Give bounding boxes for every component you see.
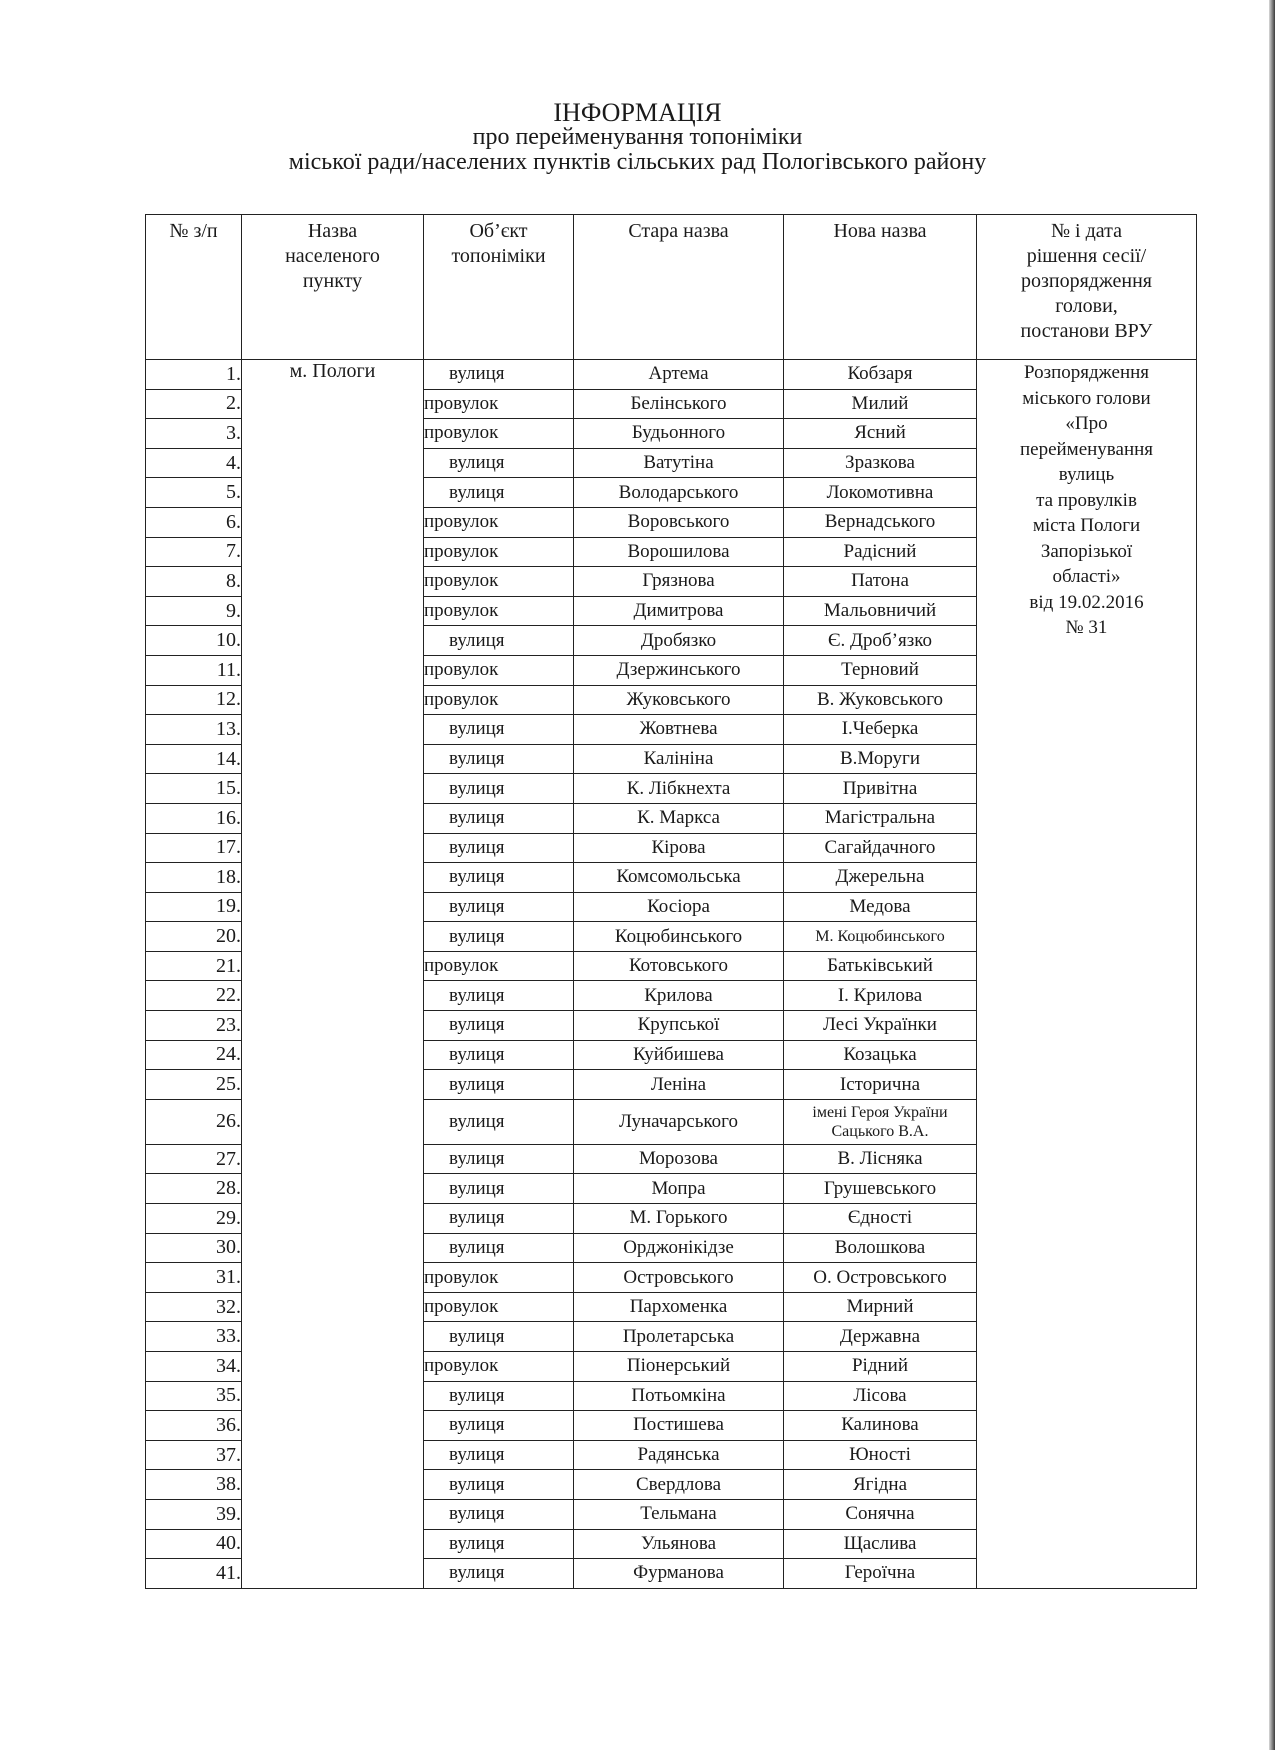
old-name: Пролетарська bbox=[574, 1322, 784, 1352]
object-type: вулиця bbox=[424, 478, 574, 508]
old-name: Грязнова bbox=[574, 567, 784, 597]
object-type: провулок bbox=[424, 389, 574, 419]
row-number: 41. bbox=[146, 1559, 242, 1589]
object-type: провулок bbox=[424, 507, 574, 537]
object-type: вулиця bbox=[424, 774, 574, 804]
old-name: Орджонікідзе bbox=[574, 1233, 784, 1263]
new-name: Сонячна bbox=[784, 1499, 977, 1529]
old-name: Комсомольська bbox=[574, 863, 784, 893]
object-type: вулиця bbox=[424, 1411, 574, 1441]
new-name: Волошкова bbox=[784, 1233, 977, 1263]
old-name: Котовського bbox=[574, 951, 784, 981]
table-body bbox=[146, 360, 1197, 1589]
old-name: Крупської bbox=[574, 1011, 784, 1041]
old-name: Постишева bbox=[574, 1411, 784, 1441]
row-number: 28. bbox=[146, 1174, 242, 1204]
new-name: В.Моруги bbox=[784, 744, 977, 774]
object-type: вулиця bbox=[424, 803, 574, 833]
old-name: Пархоменка bbox=[574, 1292, 784, 1322]
new-name: Мирний bbox=[784, 1292, 977, 1322]
scan-edge bbox=[1269, 0, 1275, 1750]
object-type: провулок bbox=[424, 537, 574, 567]
old-name: Воровського bbox=[574, 507, 784, 537]
new-name: імені Героя України Сацького В.А. bbox=[784, 1099, 977, 1144]
new-name: В. Жуковського bbox=[784, 685, 977, 715]
document-title: ІНФОРМАЦІЯ bbox=[553, 98, 722, 127]
old-name: Крилова bbox=[574, 981, 784, 1011]
header-object: Об’єкт топоніміки bbox=[424, 215, 574, 360]
header-old-name: Стара назва bbox=[574, 215, 784, 360]
new-name: Патона bbox=[784, 567, 977, 597]
new-name: О. Островського bbox=[784, 1263, 977, 1293]
old-name: Ватутіна bbox=[574, 448, 784, 478]
new-name: Ягідна bbox=[784, 1470, 977, 1500]
row-number: 36. bbox=[146, 1411, 242, 1441]
row-number: 13. bbox=[146, 715, 242, 745]
old-name: Фурманова bbox=[574, 1559, 784, 1589]
row-number: 9. bbox=[146, 596, 242, 626]
object-type: вулиця bbox=[424, 626, 574, 656]
new-name: Єдності bbox=[784, 1204, 977, 1234]
new-name: Державна bbox=[784, 1322, 977, 1352]
object-type: вулиця bbox=[424, 1529, 574, 1559]
new-name: Щаслива bbox=[784, 1529, 977, 1559]
row-number: 32. bbox=[146, 1292, 242, 1322]
new-name: Привітна bbox=[784, 774, 977, 804]
row-number: 31. bbox=[146, 1263, 242, 1293]
object-type: вулиця bbox=[424, 833, 574, 863]
object-type: вулиця bbox=[424, 744, 574, 774]
new-name: Кобзаря bbox=[784, 360, 977, 390]
object-type: провулок bbox=[424, 419, 574, 449]
object-type: вулиця bbox=[424, 1070, 574, 1100]
row-number: 24. bbox=[146, 1040, 242, 1070]
old-name: Артема bbox=[574, 360, 784, 390]
document-subtitle-line-2: міської ради/населених пунктів сільських рад Пологівського району bbox=[288, 149, 987, 175]
new-name: І.Чеберка bbox=[784, 715, 977, 745]
title-block bbox=[0, 100, 1275, 175]
settlement-name: м. Пологи bbox=[242, 360, 424, 1589]
table-header-row bbox=[146, 215, 1197, 360]
new-name: М. Коцюбинського bbox=[784, 922, 977, 952]
old-name: Свердлова bbox=[574, 1470, 784, 1500]
new-name: Лесі Українки bbox=[784, 1011, 977, 1041]
old-name: Калініна bbox=[574, 744, 784, 774]
row-number: 7. bbox=[146, 537, 242, 567]
old-name: М. Горького bbox=[574, 1204, 784, 1234]
object-type: вулиця bbox=[424, 1470, 574, 1500]
object-type: вулиця bbox=[424, 360, 574, 390]
object-type: провулок bbox=[424, 596, 574, 626]
old-name: Косіора bbox=[574, 892, 784, 922]
row-number: 14. bbox=[146, 744, 242, 774]
old-name: Тельмана bbox=[574, 1499, 784, 1529]
old-name: Володарського bbox=[574, 478, 784, 508]
old-name: Радянська bbox=[574, 1440, 784, 1470]
old-name: Леніна bbox=[574, 1070, 784, 1100]
old-name: Морозова bbox=[574, 1144, 784, 1174]
decision-text: Розпорядження міського голови «Про перейменування вулиць та провулків міста Пологи Запорізької області» від 19.02.2016 № 31 bbox=[977, 360, 1197, 1589]
object-type: вулиця bbox=[424, 715, 574, 745]
row-number: 20. bbox=[146, 922, 242, 952]
object-type: вулиця bbox=[424, 1011, 574, 1041]
row-number: 4. bbox=[146, 448, 242, 478]
table-row bbox=[146, 360, 1197, 390]
row-number: 26. bbox=[146, 1099, 242, 1144]
old-name: К. Маркса bbox=[574, 803, 784, 833]
object-type: вулиця bbox=[424, 1499, 574, 1529]
object-type: вулиця bbox=[424, 1440, 574, 1470]
object-type: вулиця bbox=[424, 1144, 574, 1174]
new-name: Рідний bbox=[784, 1352, 977, 1382]
row-number: 35. bbox=[146, 1381, 242, 1411]
new-name: Батьківський bbox=[784, 951, 977, 981]
row-number: 17. bbox=[146, 833, 242, 863]
row-number: 15. bbox=[146, 774, 242, 804]
row-number: 5. bbox=[146, 478, 242, 508]
header-new-name: Нова назва bbox=[784, 215, 977, 360]
object-type: вулиця bbox=[424, 1559, 574, 1589]
object-type: вулиця bbox=[424, 1204, 574, 1234]
old-name: К. Лібкнехта bbox=[574, 774, 784, 804]
old-name: Мопра bbox=[574, 1174, 784, 1204]
object-type: провулок bbox=[424, 951, 574, 981]
row-number: 34. bbox=[146, 1352, 242, 1382]
object-type: провулок bbox=[424, 655, 574, 685]
new-name: Козацька bbox=[784, 1040, 977, 1070]
new-name: Вернадського bbox=[784, 507, 977, 537]
new-name: Милий bbox=[784, 389, 977, 419]
object-type: провулок bbox=[424, 685, 574, 715]
toponym-table bbox=[145, 214, 1197, 1589]
row-number: 10. bbox=[146, 626, 242, 656]
new-name: Терновий bbox=[784, 655, 977, 685]
old-name: Жуковського bbox=[574, 685, 784, 715]
old-name: Коцюбинського bbox=[574, 922, 784, 952]
object-type: вулиця bbox=[424, 863, 574, 893]
old-name: Дзержинського bbox=[574, 655, 784, 685]
old-name: Жовтнева bbox=[574, 715, 784, 745]
object-type: провулок bbox=[424, 1292, 574, 1322]
new-name: Локомотивна bbox=[784, 478, 977, 508]
object-type: вулиця bbox=[424, 1174, 574, 1204]
header-number: № з/п bbox=[146, 215, 242, 360]
old-name: Потьомкіна bbox=[574, 1381, 784, 1411]
object-type: вулиця bbox=[424, 448, 574, 478]
row-number: 29. bbox=[146, 1204, 242, 1234]
object-type: провулок bbox=[424, 567, 574, 597]
row-number: 38. bbox=[146, 1470, 242, 1500]
row-number: 25. bbox=[146, 1070, 242, 1100]
header-settlement: Назва населеного пункту bbox=[242, 215, 424, 360]
row-number: 40. bbox=[146, 1529, 242, 1559]
row-number: 33. bbox=[146, 1322, 242, 1352]
row-number: 27. bbox=[146, 1144, 242, 1174]
new-name: Лісова bbox=[784, 1381, 977, 1411]
object-type: провулок bbox=[424, 1352, 574, 1382]
new-name: Магістральна bbox=[784, 803, 977, 833]
row-number: 3. bbox=[146, 419, 242, 449]
row-number: 21. bbox=[146, 951, 242, 981]
new-name: Радісний bbox=[784, 537, 977, 567]
row-number: 12. bbox=[146, 685, 242, 715]
new-name: Медова bbox=[784, 892, 977, 922]
old-name: Дробязко bbox=[574, 626, 784, 656]
old-name: Піонерський bbox=[574, 1352, 784, 1382]
new-name: Юності bbox=[784, 1440, 977, 1470]
old-name: Ворошилова bbox=[574, 537, 784, 567]
row-number: 6. bbox=[146, 507, 242, 537]
row-number: 1. bbox=[146, 360, 242, 390]
object-type: вулиця bbox=[424, 981, 574, 1011]
new-name: Героїчна bbox=[784, 1559, 977, 1589]
object-type: провулок bbox=[424, 1263, 574, 1293]
new-name: Грушевського bbox=[784, 1174, 977, 1204]
row-number: 2. bbox=[146, 389, 242, 419]
old-name: Димитрова bbox=[574, 596, 784, 626]
row-number: 18. bbox=[146, 863, 242, 893]
old-name: Островського bbox=[574, 1263, 784, 1293]
new-name: Мальовничий bbox=[784, 596, 977, 626]
old-name: Кірова bbox=[574, 833, 784, 863]
old-name: Луначарського bbox=[574, 1099, 784, 1144]
header-decision: № і дата рішення сесії/ розпорядження голови, постанови ВРУ bbox=[977, 215, 1197, 360]
new-name: Сагайдачного bbox=[784, 833, 977, 863]
object-type: вулиця bbox=[424, 1040, 574, 1070]
new-name: Калинова bbox=[784, 1411, 977, 1441]
object-type: вулиця bbox=[424, 1233, 574, 1263]
new-name: В. Лісняка bbox=[784, 1144, 977, 1174]
row-number: 11. bbox=[146, 655, 242, 685]
new-name: Зразкова bbox=[784, 448, 977, 478]
row-number: 19. bbox=[146, 892, 242, 922]
row-number: 39. bbox=[146, 1499, 242, 1529]
new-name: Ясний bbox=[784, 419, 977, 449]
new-name: Історична bbox=[784, 1070, 977, 1100]
row-number: 16. bbox=[146, 803, 242, 833]
row-number: 8. bbox=[146, 567, 242, 597]
object-type: вулиця bbox=[424, 1381, 574, 1411]
old-name: Ульянова bbox=[574, 1529, 784, 1559]
object-type: вулиця bbox=[424, 1099, 574, 1144]
new-name: Джерельна bbox=[784, 863, 977, 893]
new-name: І. Крилова bbox=[784, 981, 977, 1011]
new-name: Є. Дроб’язко bbox=[784, 626, 977, 656]
row-number: 30. bbox=[146, 1233, 242, 1263]
row-number: 37. bbox=[146, 1440, 242, 1470]
document-subtitle-line-1: про перейменування топоніміки bbox=[472, 124, 803, 150]
object-type: вулиця bbox=[424, 1322, 574, 1352]
row-number: 23. bbox=[146, 1011, 242, 1041]
old-name: Будьонного bbox=[574, 419, 784, 449]
object-type: вулиця bbox=[424, 892, 574, 922]
old-name: Куйбишева bbox=[574, 1040, 784, 1070]
old-name: Белінського bbox=[574, 389, 784, 419]
object-type: вулиця bbox=[424, 922, 574, 952]
row-number: 22. bbox=[146, 981, 242, 1011]
